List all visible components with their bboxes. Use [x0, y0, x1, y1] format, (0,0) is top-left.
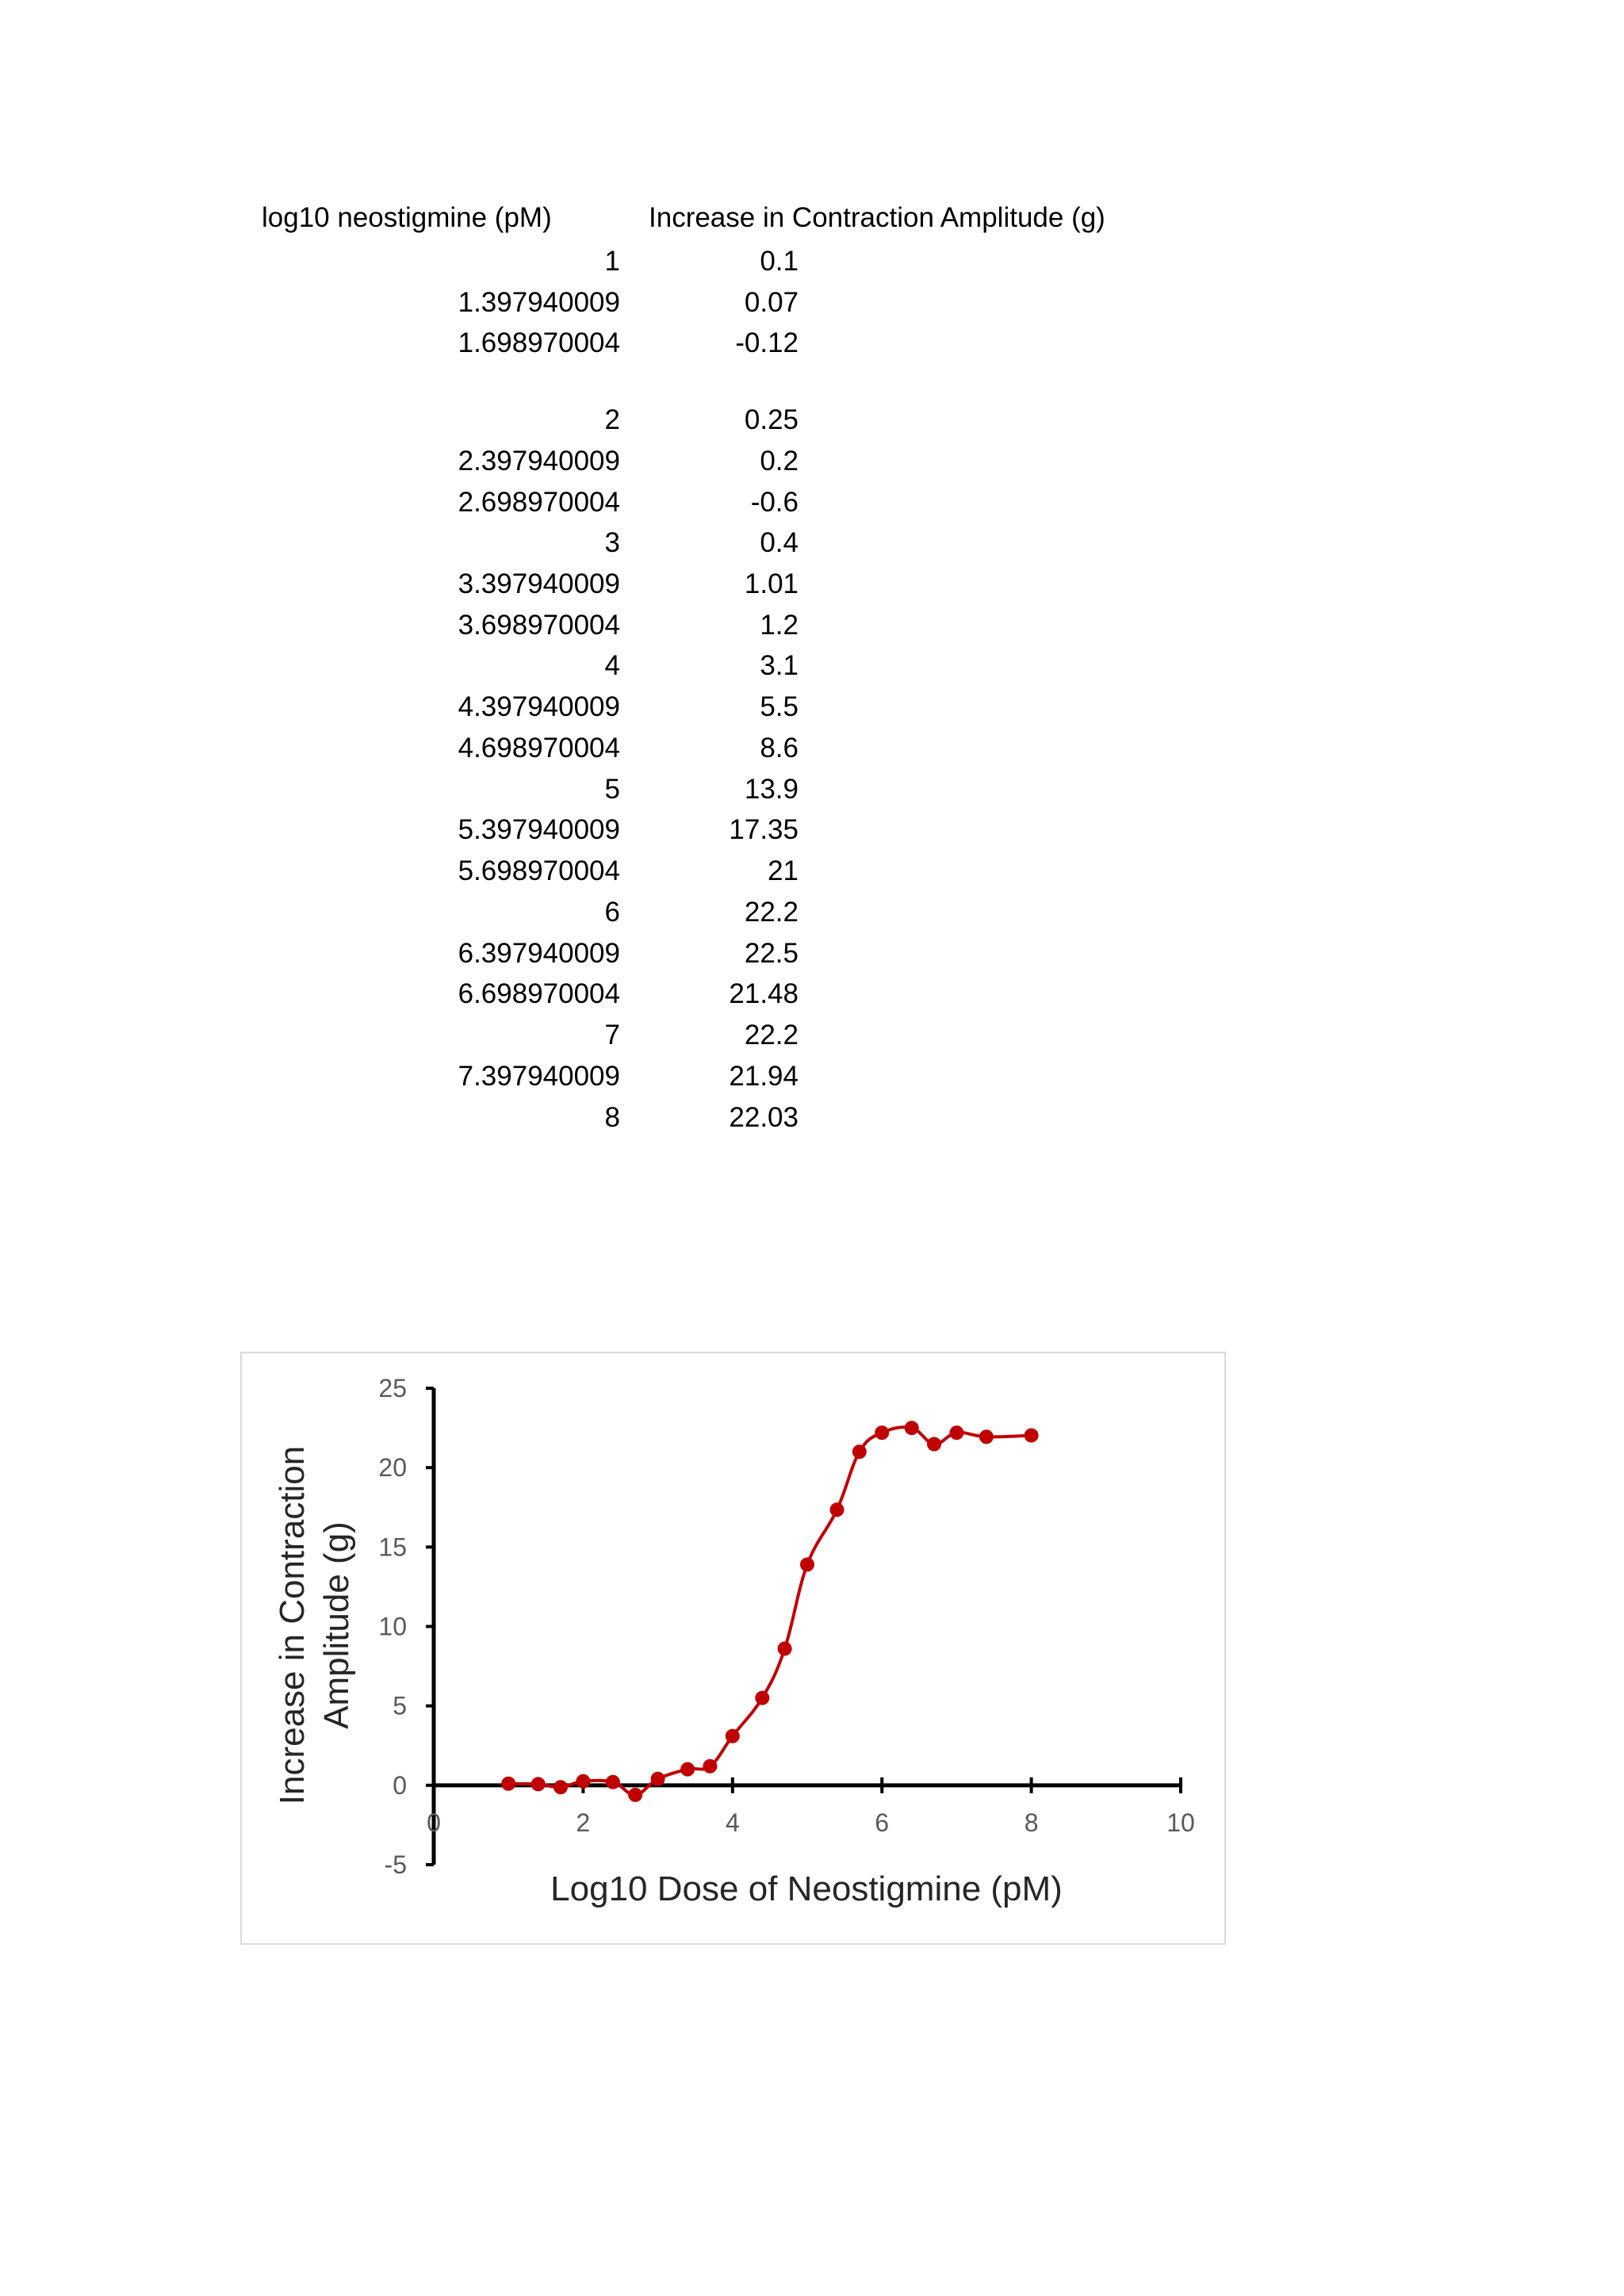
cell-contraction: 22.2 [744, 897, 799, 928]
cell-contraction: -0.12 [735, 327, 799, 358]
cell-contraction: -0.6 [750, 487, 799, 518]
y-tick-label: 5 [393, 1691, 407, 1720]
cell-contraction: 21 [768, 855, 799, 886]
data-point [726, 1729, 739, 1743]
chart-area [240, 1352, 1226, 1945]
x-tick-label: 6 [875, 1808, 890, 1837]
data-point [576, 1774, 590, 1788]
cell-contraction: 22.03 [729, 1102, 799, 1133]
data-point [681, 1762, 695, 1776]
cell-log-dose: 8 [604, 1102, 620, 1133]
table-row [0, 246, 1624, 287]
data-point [629, 1788, 642, 1801]
cell-log-dose: 6.698970004 [458, 978, 620, 1009]
y-tick-label: 25 [378, 1374, 407, 1402]
cell-log-dose: 3.698970004 [458, 610, 620, 641]
table-row [0, 1020, 1624, 1061]
data-point [703, 1759, 717, 1773]
table-row [0, 527, 1624, 568]
line-chart [242, 1353, 1224, 1943]
cell-contraction: 5.5 [760, 691, 799, 722]
cell-log-dose: 5.698970004 [458, 855, 620, 886]
cell-log-dose: 5 [604, 774, 620, 805]
cell-contraction: 0.4 [760, 527, 799, 558]
data-point [905, 1422, 918, 1435]
column-header-log-dose: log10 neostigmine (pM) [262, 202, 552, 233]
cell-log-dose: 2.397940009 [458, 446, 620, 476]
table-row [0, 774, 1624, 815]
x-axis-title: Log10 Dose of Neostigmine (pM) [550, 1869, 1063, 1908]
data-point [756, 1691, 769, 1705]
cell-contraction: 1.01 [744, 568, 799, 599]
data-point [875, 1426, 889, 1440]
cell-contraction: 13.9 [744, 774, 799, 805]
x-tick-label: 8 [1024, 1808, 1039, 1837]
cell-contraction: 3.1 [760, 650, 799, 681]
cell-log-dose: 3 [604, 527, 620, 558]
table-row [0, 446, 1624, 487]
cell-contraction: 22.5 [744, 938, 799, 969]
cell-log-dose: 1.397940009 [458, 287, 620, 318]
cell-contraction: 22.2 [744, 1020, 799, 1050]
data-point [801, 1558, 814, 1571]
table-row [0, 568, 1624, 610]
cell-log-dose: 2.698970004 [458, 487, 620, 518]
cell-contraction: 0.2 [760, 446, 799, 476]
table-row [0, 650, 1624, 691]
cell-log-dose: 7.397940009 [458, 1061, 620, 1092]
cell-contraction: 0.1 [760, 246, 799, 277]
y-tick-label: -5 [384, 1850, 407, 1879]
y-axis-title-line: Increase in Contraction [273, 1445, 312, 1805]
table-row [0, 1061, 1624, 1102]
cell-contraction: 1.2 [760, 610, 799, 641]
table-row [0, 938, 1624, 979]
table-row [0, 610, 1624, 651]
cell-log-dose: 7 [604, 1020, 620, 1050]
y-tick-label: 0 [393, 1770, 407, 1800]
x-tick-label: 0 [427, 1808, 441, 1837]
cell-contraction: 0.25 [744, 404, 799, 435]
cell-contraction: 17.35 [729, 814, 799, 845]
table-row [0, 327, 1624, 369]
data-point [606, 1775, 619, 1789]
cell-contraction: 8.6 [760, 733, 799, 763]
table-row [0, 855, 1624, 897]
column-header-contraction: Increase in Contraction Amplitude (g) [649, 202, 1105, 233]
table-row [0, 814, 1624, 855]
cell-log-dose: 4 [604, 650, 620, 681]
x-tick-label: 2 [576, 1808, 591, 1837]
cell-log-dose: 6 [604, 897, 620, 928]
cell-log-dose: 4.698970004 [458, 733, 620, 763]
data-point [531, 1777, 545, 1791]
x-tick-label: 10 [1166, 1808, 1195, 1837]
series-line [508, 1427, 1031, 1795]
table-row [0, 978, 1624, 1020]
data-point [502, 1777, 515, 1790]
data-point [1025, 1429, 1038, 1442]
data-point [852, 1445, 866, 1459]
table-row [0, 404, 1624, 446]
data-point [830, 1503, 844, 1517]
x-tick-label: 4 [725, 1808, 740, 1837]
y-tick-label: 15 [378, 1533, 407, 1562]
data-point [979, 1430, 993, 1444]
table-row [0, 487, 1624, 528]
cell-log-dose: 3.397940009 [458, 568, 620, 599]
cell-contraction: 21.48 [729, 978, 799, 1009]
table-row [0, 691, 1624, 733]
y-axis-title [273, 1446, 356, 1804]
table-row [0, 897, 1624, 938]
y-tick-label: 10 [378, 1612, 407, 1641]
table-row [0, 287, 1624, 328]
data-point [651, 1772, 665, 1785]
cell-contraction: 0.07 [744, 287, 799, 318]
cell-log-dose: 1 [604, 246, 620, 277]
y-axis-title-line: Amplitude (g) [317, 1521, 356, 1729]
data-point [928, 1437, 941, 1451]
table-row [0, 1102, 1624, 1143]
table-row [0, 733, 1624, 774]
cell-contraction: 21.94 [729, 1061, 799, 1092]
cell-log-dose: 6.397940009 [458, 938, 620, 969]
data-point [554, 1781, 568, 1794]
cell-log-dose: 5.397940009 [458, 814, 620, 845]
data-point [778, 1642, 791, 1655]
data-point [950, 1426, 963, 1440]
cell-log-dose: 2 [604, 404, 620, 435]
y-tick-label: 20 [378, 1453, 407, 1483]
cell-log-dose: 1.698970004 [458, 327, 620, 358]
cell-log-dose: 4.397940009 [458, 691, 620, 722]
